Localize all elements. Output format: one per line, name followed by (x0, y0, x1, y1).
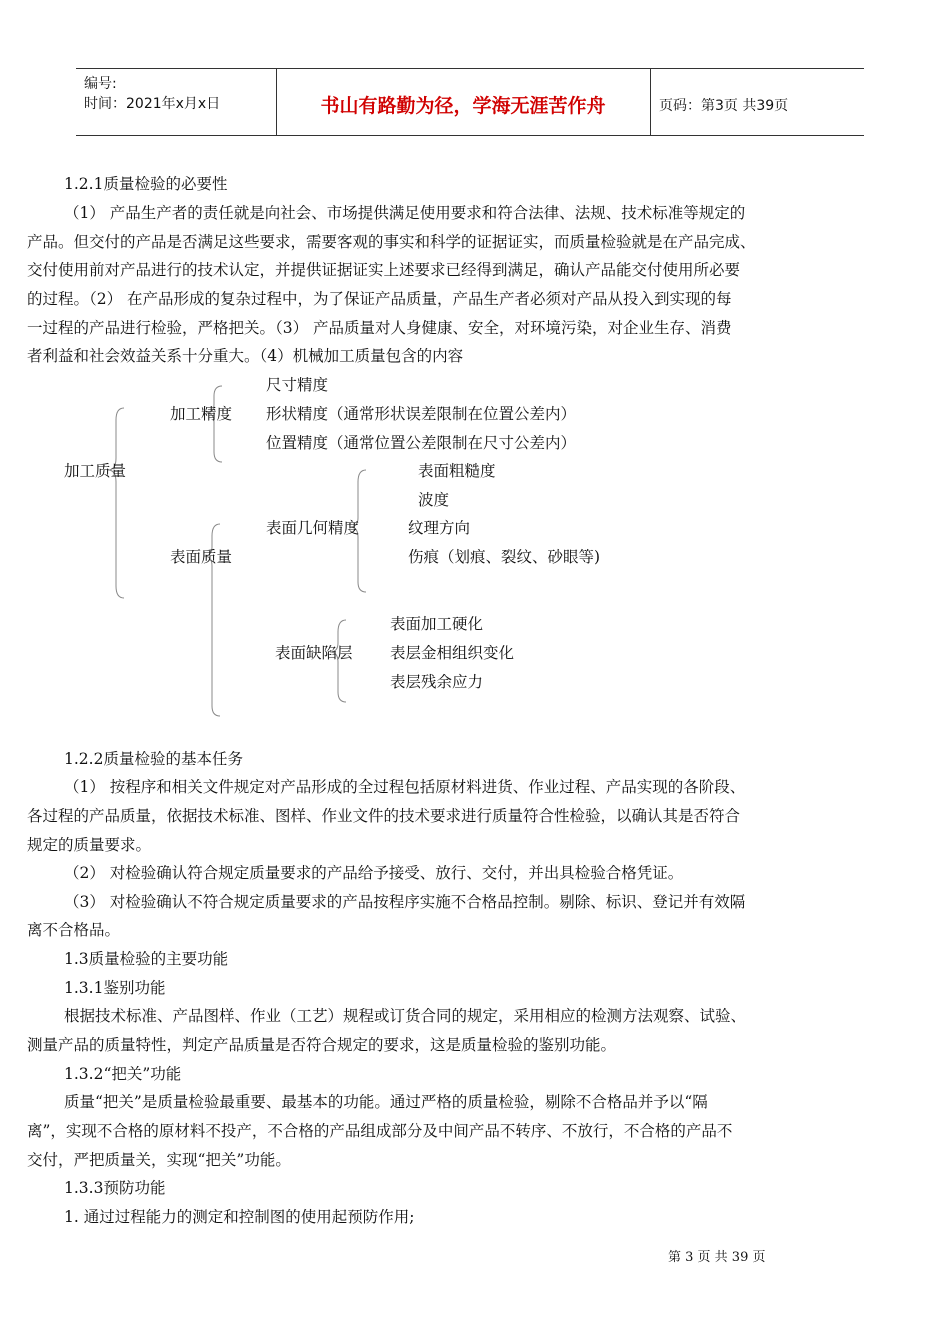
paragraph-line: 交付，严把质量关，实现“把关”功能。 (27, 1151, 291, 1169)
paragraph-line: 离不合格品。 (27, 921, 121, 939)
diagram-surface-quality: 表面质量 (170, 548, 233, 566)
section-heading: 1.2.2质量检验的基本任务 (64, 750, 243, 768)
paragraph-line: （2） 对检验确认符合规定质量要求的产品给予接受、放行、交付，并出具检验合格凭证。 (64, 864, 684, 882)
diagram-hardening: 表面加工硬化 (390, 615, 484, 633)
paragraph-line: 规定的质量要求。 (27, 836, 152, 854)
paragraph-line: 的过程。（2） 在产品形成的复杂过程中，为了保证产品质量，产品生产者必须对产品从投入到实现的每 (27, 290, 732, 308)
page-info: 页码：第3页 共39页 (659, 98, 789, 114)
diagram-metallographic: 表层金相组织变化 (390, 644, 515, 662)
paragraph-line: 1. 通过过程能力的测定和控制图的使用起预防作用; (64, 1208, 415, 1226)
diagram-machining-accuracy: 加工精度 (170, 405, 233, 423)
subsection-heading: 1.3.1鉴别功能 (64, 979, 166, 997)
diagram-position-accuracy: 位置精度（通常位置公差限制在尺寸公差内） (266, 434, 577, 452)
paragraph-line: （3） 对检验确认不符合规定质量要求的产品按程序实施不合格品控制。剔除、标识、登记并有效隔 (64, 893, 746, 911)
accuracy-brace (206, 386, 222, 462)
root-brace (108, 408, 124, 598)
subsection-heading: 1.3.2“把关”功能 (64, 1065, 182, 1083)
paragraph-line: 离”，实现不合格的原材料不投产，不合格的产品组成部分及中间产品不转序、不放行，不合格的产品不 (27, 1122, 733, 1140)
paragraph-line: （1） 产品生产者的责任就是向社会、市场提供满足使用要求和符合法律、法规、技术标准等规定的 (64, 204, 746, 222)
diagram-defect-layer: 表面缺陷层 (275, 644, 353, 662)
paragraph-line: （1） 按程序和相关文件规定对产品形成的全过程包括原材料进货、作业过程、产品实现的各阶段、 (64, 778, 746, 796)
paragraph-line: 交付使用前对产品进行的技术认定，并提供证据证实上述要求已经得到满足，确认产品能交付使用所必要 (27, 261, 741, 279)
diagram-root: 加工质量 (64, 462, 127, 480)
paragraph-line: 者利益和社会效益关系十分重大。（4）机械加工质量包含的内容 (27, 347, 464, 365)
diagram-shape-accuracy: 形状精度（通常形状误差限制在位置公差内） (266, 405, 577, 423)
diagram-residual-stress: 表层残余应力 (390, 673, 484, 691)
paragraph-line: 产品。但交付的产品是否满足这些要求，需要客观的事实和科学的证据证实，而质量检验就是在产品完成、 (27, 233, 756, 251)
paragraph-line: 一过程的产品进行检验，严格把关。（3） 产品质量对人身健康、安全，对环境污染，对企业生存、消费 (27, 319, 732, 337)
diagram-roughness: 表面粗糙度 (418, 462, 496, 480)
paragraph-line: 测量产品的质量特性，判定产品质量是否符合规定的要求，这是质量检验的鉴别功能。 (27, 1036, 617, 1054)
paragraph-line: 各过程的产品质量，依据技术标准、图样、作业文件的技术要求进行质量符合性检验，以确认其是否符合 (27, 807, 741, 825)
paragraph-line: 根据技术标准、产品图样、作业（工艺）规程或订货合同的规定，采用相应的检测方法观察、试验、 (64, 1007, 747, 1025)
section-heading: 1.3质量检验的主要功能 (64, 950, 229, 968)
diagram-waviness: 波度 (418, 491, 450, 509)
diagram-flaws: 伤痕（划痕、裂纹、砂眼等) (408, 548, 601, 566)
diagram-texture: 纹理方向 (408, 519, 471, 537)
page-footer: 第 3 页 共 39 页 (668, 1250, 766, 1265)
time-label: 时间：2021年x月x日 (84, 96, 221, 112)
subsection-heading: 1.3.3预防功能 (64, 1179, 166, 1197)
diagram-dimension-accuracy: 尺寸精度 (266, 376, 329, 394)
section-heading: 1.2.1质量检验的必要性 (64, 175, 228, 193)
motto: 书山有路勤为径，学海无涯苦作舟 (320, 95, 606, 117)
diagram-surface-geometry: 表面几何精度 (266, 519, 360, 537)
paragraph-line: 质量“把关”是质量检验最重要、最基本的功能。通过严格的质量检验，剔除不合格品并予以“隔 (64, 1093, 708, 1111)
number-label: 编号: (84, 76, 117, 92)
